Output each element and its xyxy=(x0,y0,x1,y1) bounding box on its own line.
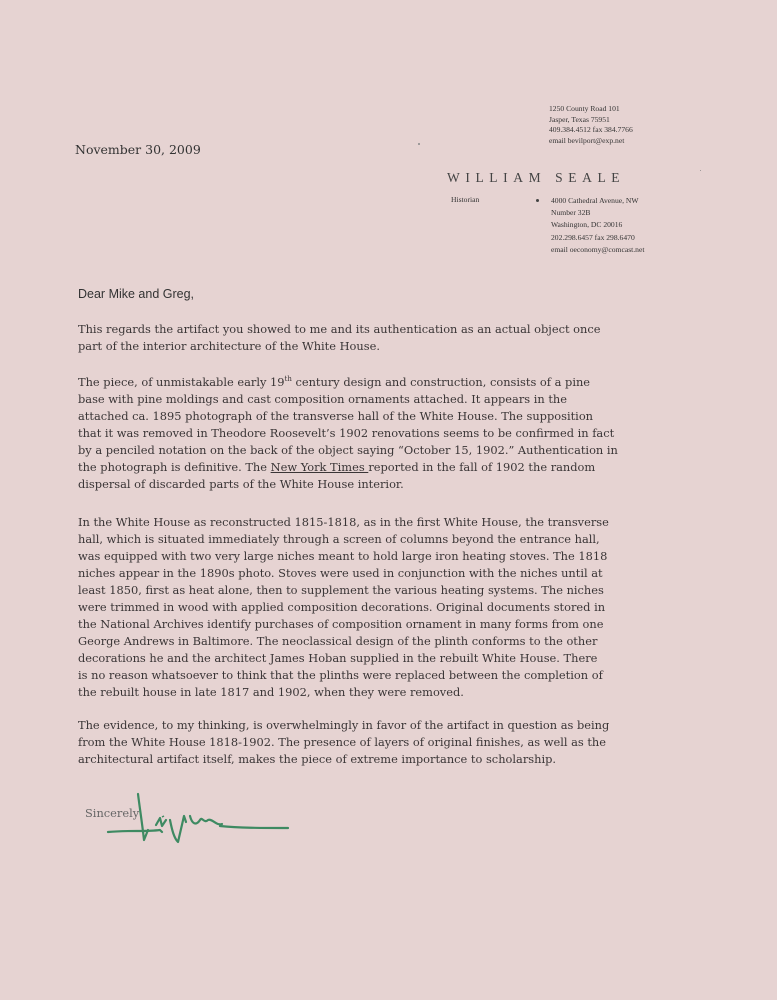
paper-speck xyxy=(700,170,701,171)
letterhead-texas-address: 1250 County Road 101 Jasper, Texas 75951 409.384.4512 fax 384.7766 email bevilport@exp.net xyxy=(549,104,633,145)
bullet-dot-icon xyxy=(536,199,539,202)
paragraph-1: This regards the artifact you showed to me and its authentication as an actual object once part of the interior architecture of the White House. xyxy=(78,322,601,353)
paragraph-3: In the White House as reconstructed 1815-1818, as in the first White House, the transverse hall, which is situated immediately through a screen of columns beyond the entrance hall, was equipped with two very large niches meant to hold large iron heating stoves. The 1818 niches appear in the 1890s photo. Stoves were used in conjunction with the niches until at least 1850, first as heat alone, then to supplement the various heating systems. The niches were trimmed in wood with applied composition decorations. Original documents stored in the National Archives identify purchases of composition ornament in many forms from one George Andrews in Baltimore. The neoclassical design of the plinth conforms to the other decorations he and the architect James Hoban supplied in the rebuilt White House. There is no reason whatsoever to think that the plinths were replaced between the completion of the rebuilt house in late 1817 and 1902, when they were removed. xyxy=(78,515,609,699)
salutation: Dear Mike and Greg, xyxy=(78,287,195,301)
newspaper-title: New York Times xyxy=(270,460,369,474)
paragraph-2: The piece, of unmistakable early 19th century design and construction, consists of a pine base with pine moldings and cast composition ornaments attached. It appears in the attached ca. 1895 photograph of the transverse hall of the White House. The supposition that it was removed in Theodore Roosevelt’s 1902 renovations seems to be confirmed in fact by a penciled notation on the back of the object saying “October 15, 1902.” Authentication in the photograph is definitive. The New York Times reported in the fall of 1902 the random dispersal of discarded parts of the White House interior. xyxy=(78,375,618,491)
letterhead-dc-address: 4000 Cathedral Avenue, NW Number 32B Washington, DC 20016 202.298.6457 fax 298.6470 email oeconomy@comcast.net xyxy=(551,196,645,254)
letter-date: November 30, 2009 xyxy=(75,142,201,157)
closing: Sincerely xyxy=(85,806,140,820)
signature-icon xyxy=(100,790,300,850)
paragraph-4: The evidence, to my thinking, is overwhelmingly in favor of the artifact in question as being from the White House 1818-1902. The presence of layers of original finishes, as well as the architectural artifact itself, makes the piece of extreme importance to scholarship. xyxy=(78,718,610,766)
paper-speck xyxy=(418,143,420,145)
letterhead-title: Historian xyxy=(451,195,480,204)
letterhead-name: WILLIAM SEALE xyxy=(447,170,626,185)
